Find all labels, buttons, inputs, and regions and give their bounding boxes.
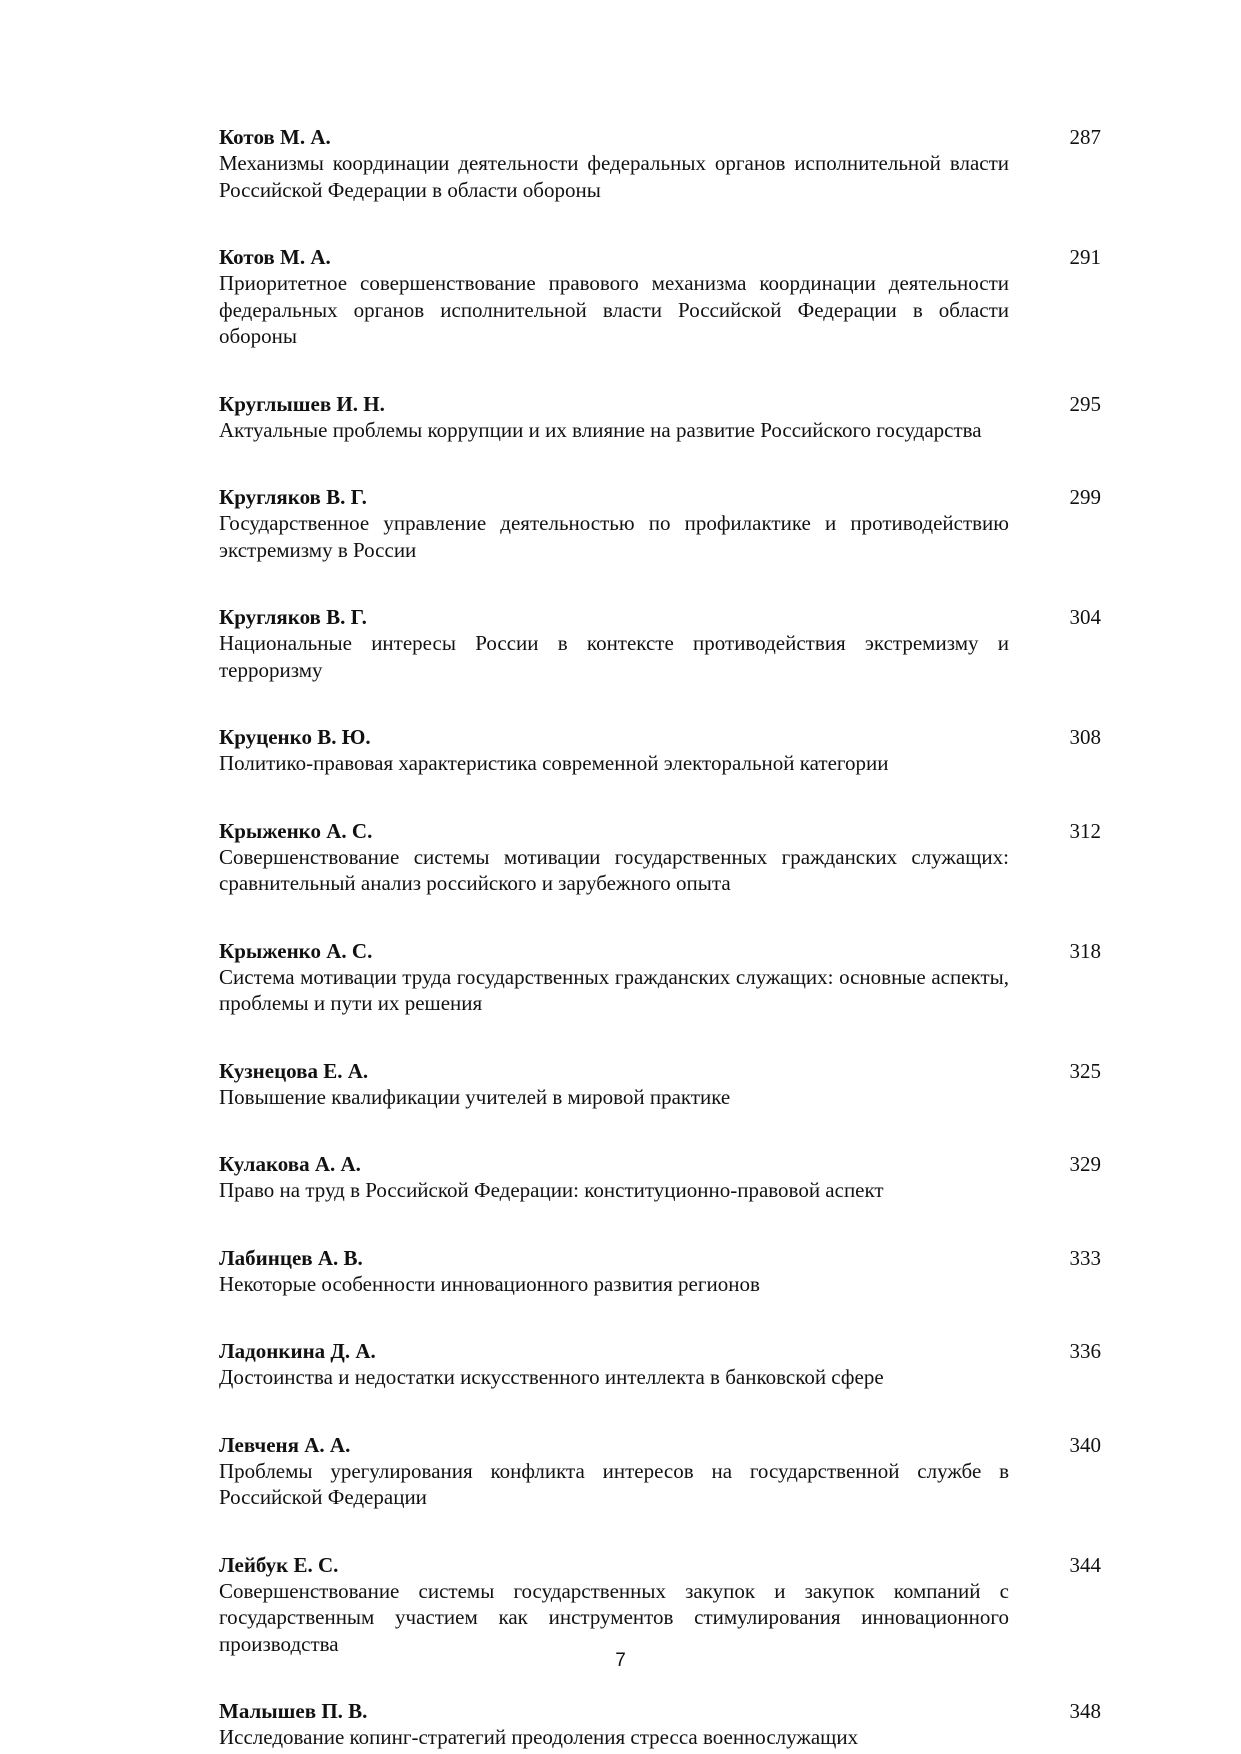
table-of-contents	[219, 124, 1101, 1751]
entry-page-number: 333	[1069, 1245, 1101, 1270]
toc-entry	[219, 1245, 1101, 1298]
page-number: 7	[615, 1650, 626, 1671]
entry-title: Национальные интересы России в контексте противодействия экстремизму и терроризму	[219, 631, 1009, 682]
toc-entry	[219, 1338, 1101, 1391]
toc-entry	[219, 1151, 1101, 1204]
toc-entry	[219, 1432, 1101, 1511]
entry-title: Некоторые особенности инновационного развития регионов	[219, 1271, 760, 1296]
entry-page-number: 318	[1069, 938, 1101, 963]
toc-entry	[219, 1552, 1101, 1658]
entry-author: Кулакова А. А.	[219, 1152, 361, 1176]
entry-page-number: 299	[1069, 485, 1101, 509]
entry-author: Кругляков В. Г.	[219, 485, 367, 509]
entry-title: Проблемы урегулирования конфликта интересов на государственной службе в Российской Федерации	[219, 1458, 1009, 1509]
entry-page-number: 348	[1069, 1699, 1101, 1723]
entry-author: Котов М. А.	[219, 125, 331, 149]
entry-page-number: 291	[1069, 245, 1101, 269]
entry-page-number: 329	[1069, 1152, 1101, 1176]
toc-entry	[219, 484, 1101, 563]
toc-entry	[219, 1058, 1101, 1111]
entry-author: Крыженко А. С.	[219, 818, 373, 843]
entry-author: Левченя А. А.	[219, 1432, 351, 1457]
entry-title: Совершенствование системы государственных закупок и закупок компаний с государственным участием как инструментов стимулирования инновационного производства	[219, 1578, 1009, 1656]
entry-author: Круглышев И. Н.	[219, 391, 385, 416]
entry-author: Лейбук Е. С.	[219, 1552, 339, 1577]
entry-title: Совершенствование системы мотивации государственных гражданских служащих: сравнительный анализ российского и зарубежного опыта	[219, 844, 1009, 895]
entry-page-number: 312	[1069, 818, 1101, 843]
entry-title: Исследование копинг-стратегий преодоления стресса военнослужащих	[219, 1725, 859, 1749]
toc-entry	[219, 938, 1101, 1017]
entry-page-number: 340	[1069, 1432, 1101, 1457]
entry-page-number: 336	[1069, 1339, 1101, 1363]
entry-title: Государственное управление деятельностью по профилактике и противодействию экстремизму в России	[219, 511, 1009, 562]
toc-entry	[219, 604, 1101, 683]
entry-title: Политико-правовая характеристика современной электоральной категории	[219, 751, 889, 775]
toc-entry	[219, 391, 1101, 444]
entry-title: Актуальные проблемы коррупции и их влияние на развитие Российского государства	[219, 417, 982, 442]
toc-entry	[219, 124, 1101, 203]
entry-title: Достоинства и недостатки искусственного интеллекта в банковской сфере	[219, 1365, 884, 1389]
entry-author: Лабинцев А. В.	[219, 1245, 363, 1270]
entry-author: Кузнецова Е. А.	[219, 1058, 369, 1083]
entry-title: Приоритетное совершенствование правового механизма координации деятельности федеральных органов исполнительной власти Российской Федерации в области обороны	[219, 271, 1009, 348]
entry-author: Круценко В. Ю.	[219, 725, 371, 749]
entry-author: Крыженко А. С.	[219, 938, 373, 963]
toc-entry	[219, 1698, 1101, 1751]
entry-author: Ладонкина Д. А.	[219, 1339, 376, 1363]
entry-page-number: 344	[1069, 1552, 1101, 1577]
entry-author: Кругляков В. Г.	[219, 605, 367, 629]
entry-page-number: 325	[1069, 1058, 1101, 1083]
toc-entry	[219, 724, 1101, 777]
entry-page-number: 308	[1069, 725, 1101, 749]
entry-title: Механизмы координации деятельности федеральных органов исполнительной власти Российской Федерации в области обороны	[219, 151, 1009, 202]
toc-entry	[219, 818, 1101, 897]
entry-title: Право на труд в Российской Федерации: конституционно-правовой аспект	[219, 1178, 884, 1202]
entry-page-number: 304	[1069, 605, 1101, 629]
entry-title: Повышение квалификации учителей в мировой практике	[219, 1084, 731, 1109]
entry-page-number: 295	[1069, 391, 1101, 416]
toc-entry	[219, 244, 1101, 350]
entry-author: Малышев П. В.	[219, 1699, 368, 1723]
entry-author: Котов М. А.	[219, 245, 331, 269]
entry-title: Система мотивации труда государственных гражданских служащих: основные аспекты, проблемы и пути их решения	[219, 964, 1009, 1015]
entry-page-number: 287	[1069, 125, 1101, 149]
